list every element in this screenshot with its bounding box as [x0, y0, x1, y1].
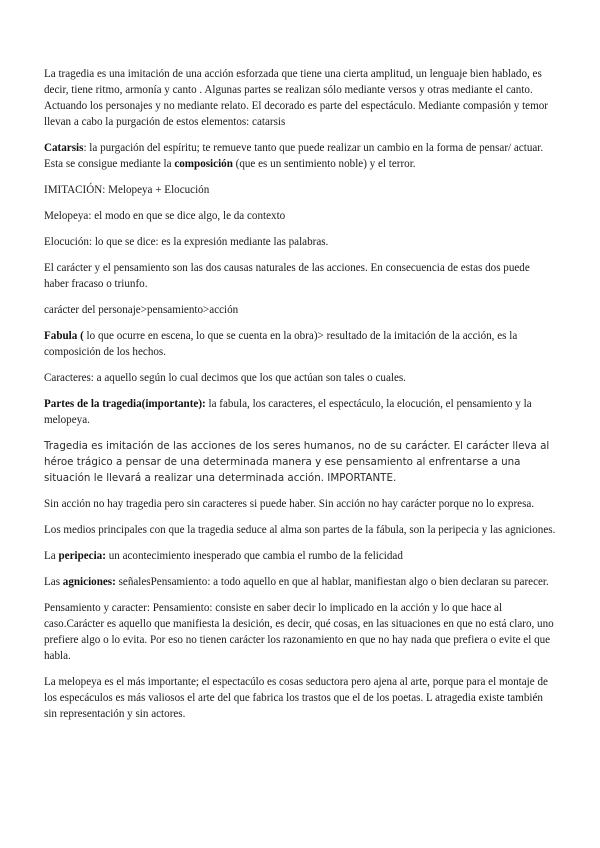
- paragraph-partes-tragedia: [44, 396, 556, 428]
- paragraph-agniciones: [44, 574, 556, 590]
- paragraph-fabula: [44, 328, 556, 360]
- term-peripecia: peripecia:: [58, 550, 106, 562]
- paragraph-text: Los medios principales con que la tragedia seduce al alma son partes de la fábula, son la peripecia y las agniciones.: [44, 524, 556, 536]
- paragraph-pensamiento-caracter: [44, 600, 556, 664]
- paragraph-melopeya-importante: [44, 674, 556, 722]
- paragraph-text: Caracteres: a aquello según lo cual decimos que los que actúan son tales o cuales.: [44, 372, 406, 384]
- document-body: [44, 66, 556, 732]
- paragraph-text: Sin acción no hay tragedia pero sin caracteres si puede haber. Sin acción no hay carácter porque no lo expresa.: [44, 498, 535, 510]
- paragraph-text: Pensamiento y caracter: Pensamiento: consiste en saber decir lo implicado en la acción y lo que hace al caso.Carácter es aquello que manifiesta la desición, es decir, qué cosas, en las situaciones en que no está claro, uno prefiere algo o lo evita. Por eso no tienen carácter los razonamiento en que no hay nada que prefiera o evite el que habla.: [44, 602, 554, 662]
- paragraph-tragedia-imitacion: [44, 438, 556, 486]
- paragraph-imitacion: [44, 182, 556, 198]
- paragraph-text: : la purgación del espíritu; te remueve tanto que puede realizar un cambio en la forma de pensar/ actuar. Esta se consigue mediante la: [44, 142, 544, 170]
- paragraph-text: La melopeya es el más importante; el espectacúlo es cosas seductora pero ajena al arte, porque para el montaje de los especáculos es más valiosos el arte del que fabrica los trastos que el de los poetas. L atragedia existe también sin representación y sin actores.: [44, 676, 548, 720]
- paragraph-text: La: [44, 550, 59, 562]
- paragraph-caracteres: [44, 370, 556, 386]
- paragraph-text: señalesPensamiento: a todo aquello en que al hablar, manifiestan algo o bien declaran su parecer.: [115, 576, 549, 588]
- term-fabula: Fabula (: [44, 330, 84, 342]
- paragraph-tragedia-definicion: [44, 66, 556, 130]
- paragraph-cadena-accion: [44, 302, 556, 318]
- term-agniciones: agniciones:: [62, 576, 116, 588]
- paragraph-text: lo que ocurre en escena, lo que se cuenta en la obra)> resultado de la imitación de la acción, es la composición de los hechos.: [44, 330, 518, 358]
- paragraph-text: La tragedia es una imitación de una acción esforzada que tiene una cierta amplitud, un lenguaje bien hablado, es decir, tiene ritmo, armonía y canto . Algunas partes se realizan sólo mediante versos y otras mediante el canto. Actuando los personajes y no mediante relato. El decorado es parte del espectáculo. Mediante compasión y temor llevan a cabo la purgación de estos elementos: catarsis: [44, 68, 548, 128]
- paragraph-melopeya: [44, 208, 556, 224]
- paragraph-text: carácter del personaje>pensamiento>acción: [44, 304, 239, 316]
- paragraph-text: Elocución: lo que se dice: es la expresión mediante las palabras.: [44, 236, 329, 248]
- paragraph-text: Tragedia es imitación de las acciones de los seres humanos, no de su carácter. El carácter lleva al héroe trágico a pensar de una determinada manera y ese pensamiento al enfrentarse a una situación le llevará a realizar una determinada acción. IMPORTANTE.: [44, 440, 550, 484]
- paragraph-peripecia: [44, 548, 556, 564]
- paragraph-sin-accion: [44, 496, 556, 512]
- paragraph-text: Las: [44, 576, 63, 588]
- paragraph-catarsis: [44, 140, 556, 172]
- paragraph-text: un acontecimiento inesperado que cambia el rumbo de la felicidad: [105, 550, 403, 562]
- paragraph-text: la fabula, los caracteres, el espectáculo, la elocución, el pensamiento y la melopeya.: [44, 398, 532, 426]
- paragraph-text: El carácter y el pensamiento son las dos causas naturales de las acciones. En consecuencia de estas dos puede haber fracaso o triunfo.: [44, 262, 530, 290]
- paragraph-caracter-pensamiento: [44, 260, 556, 292]
- term-partes-tragedia: Partes de la tragedia(importante):: [44, 398, 206, 410]
- term-catarsis: Catarsis: [44, 142, 84, 154]
- term-composicion: composición: [174, 158, 233, 170]
- paragraph-text: (que es un sentimiento noble) y el terror.: [232, 158, 416, 170]
- paragraph-medios-principales: [44, 522, 556, 538]
- paragraph-elocucion: [44, 234, 556, 250]
- paragraph-text: IMITACIÓN: Melopeya + Elocución: [44, 184, 210, 196]
- paragraph-text: Melopeya: el modo en que se dice algo, le da contexto: [44, 210, 286, 222]
